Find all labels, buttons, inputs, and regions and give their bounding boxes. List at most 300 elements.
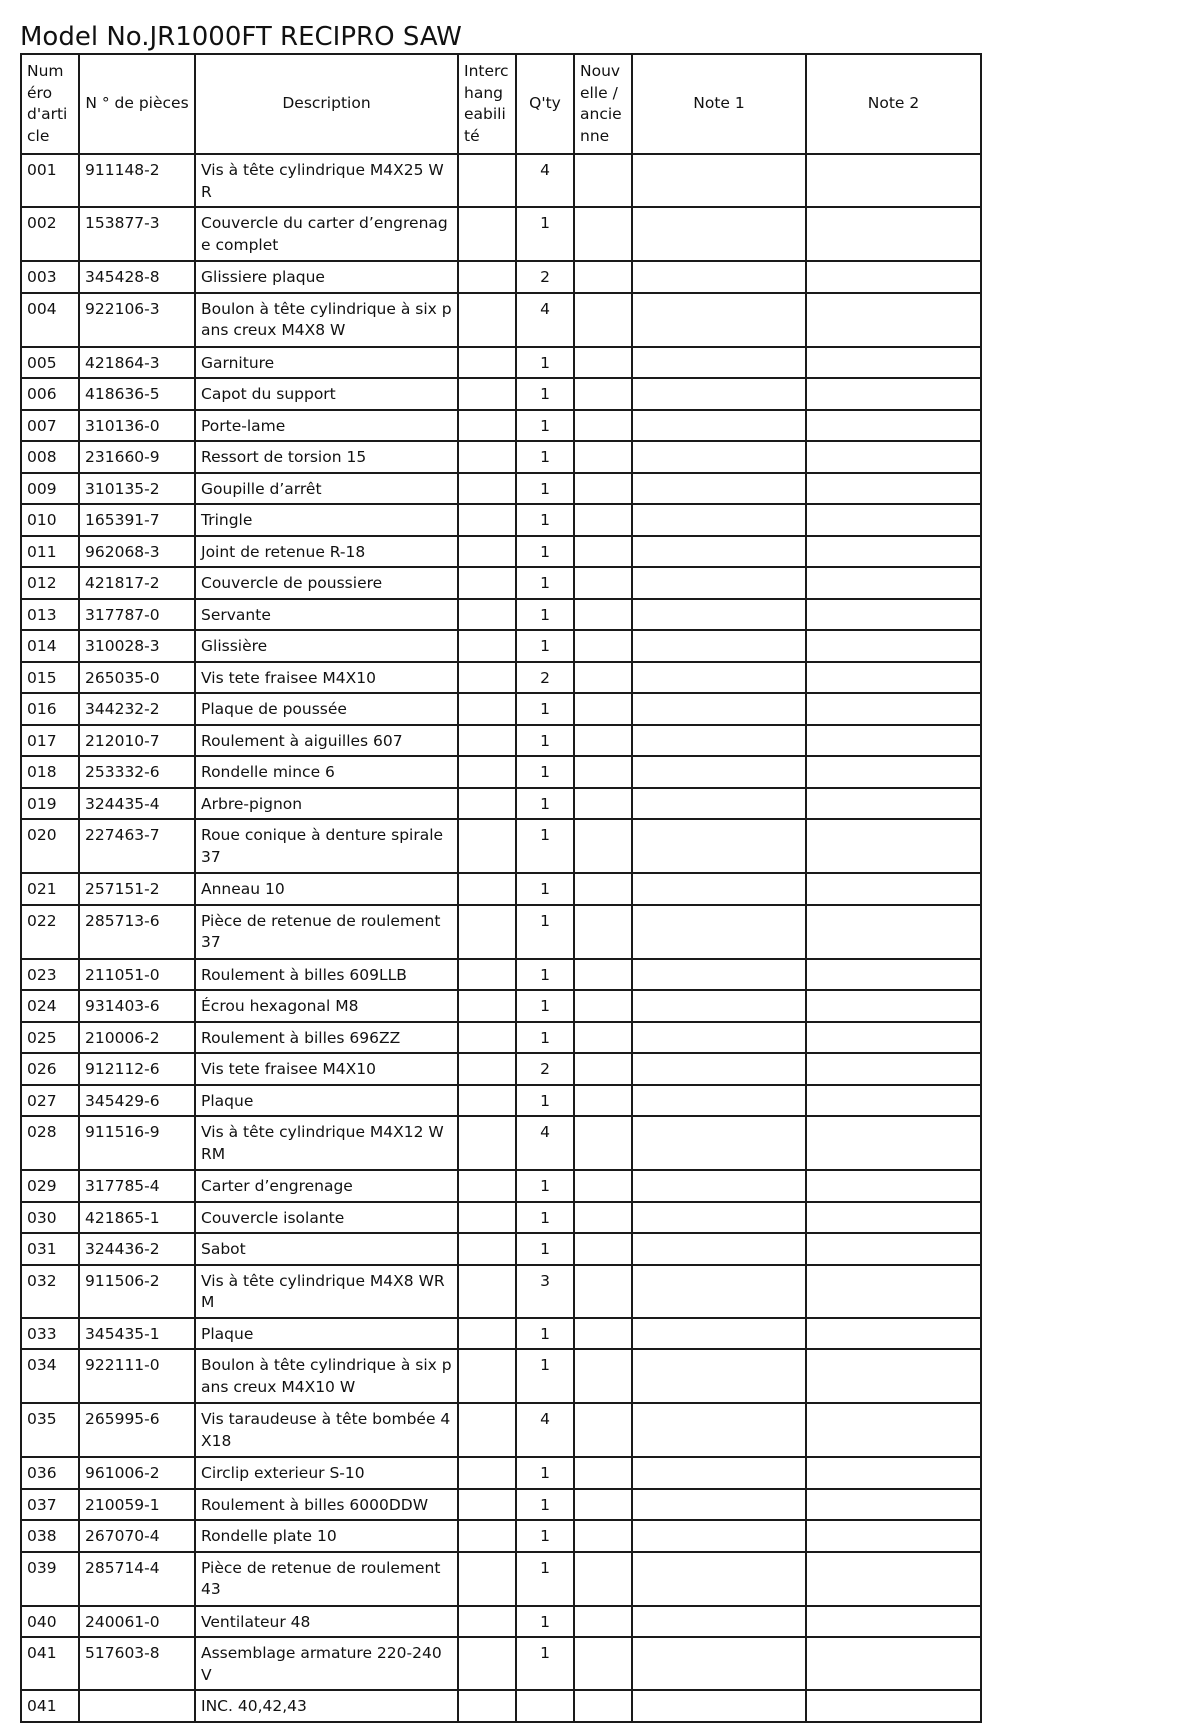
note-2-cell: [806, 756, 981, 788]
note-2-cell: [806, 788, 981, 820]
description-cell: Joint de retenue R-18: [195, 536, 458, 568]
note-2-cell: [806, 1022, 981, 1054]
interchangeability-cell: [458, 599, 516, 631]
new-old-cell: [574, 788, 632, 820]
part-number-cell: 421864-3: [79, 347, 195, 379]
item-number-cell: 022: [21, 905, 79, 959]
quantity-cell: 4: [516, 293, 574, 347]
new-old-cell: [574, 536, 632, 568]
note-2-cell: [806, 873, 981, 905]
note-1-cell: [632, 756, 806, 788]
item-number-cell: 011: [21, 536, 79, 568]
part-number-cell: 285714-4: [79, 1552, 195, 1606]
interchangeability-cell: [458, 347, 516, 379]
description-cell: Vis taraudeuse à tête bombée 4X18: [195, 1403, 458, 1457]
table-row: [21, 154, 981, 207]
item-number-cell: 033: [21, 1318, 79, 1350]
interchangeability-cell: [458, 1606, 516, 1638]
note-1-cell: [632, 154, 806, 207]
item-number-cell: 014: [21, 630, 79, 662]
description-cell: Roulement à billes 609LLB: [195, 959, 458, 991]
header-item-no: Numéro d'article: [21, 54, 79, 154]
quantity-cell: 1: [516, 347, 574, 379]
quantity-cell: 1: [516, 990, 574, 1022]
note-1-cell: [632, 567, 806, 599]
quantity-cell: 1: [516, 1637, 574, 1690]
table-row: [21, 662, 981, 694]
part-number-cell: 345429-6: [79, 1085, 195, 1117]
interchangeability-cell: [458, 1233, 516, 1265]
item-number-cell: 019: [21, 788, 79, 820]
interchangeability-cell: [458, 378, 516, 410]
note-2-cell: [806, 536, 981, 568]
interchangeability-cell: [458, 441, 516, 473]
table-row: [21, 693, 981, 725]
quantity-cell: 4: [516, 154, 574, 207]
table-row: [21, 819, 981, 873]
item-number-cell: 035: [21, 1403, 79, 1457]
note-1-cell: [632, 1606, 806, 1638]
note-1-cell: [632, 441, 806, 473]
interchangeability-cell: [458, 1116, 516, 1170]
table-row: [21, 410, 981, 442]
new-old-cell: [574, 905, 632, 959]
quantity-cell: 1: [516, 1318, 574, 1350]
new-old-cell: [574, 410, 632, 442]
note-1-cell: [632, 1116, 806, 1170]
new-old-cell: [574, 630, 632, 662]
description-cell: Couvercle isolante: [195, 1202, 458, 1234]
description-cell: Plaque: [195, 1085, 458, 1117]
part-number-cell: 911148-2: [79, 154, 195, 207]
new-old-cell: [574, 1690, 632, 1722]
interchangeability-cell: [458, 293, 516, 347]
description-cell: Arbre-pignon: [195, 788, 458, 820]
quantity-cell: 2: [516, 662, 574, 694]
note-2-cell: [806, 410, 981, 442]
part-number-cell: 317787-0: [79, 599, 195, 631]
description-cell: Rondelle mince 6: [195, 756, 458, 788]
table-row: [21, 293, 981, 347]
quantity-cell: 1: [516, 1552, 574, 1606]
item-number-cell: 008: [21, 441, 79, 473]
interchangeability-cell: [458, 504, 516, 536]
header-description: Description: [195, 54, 458, 154]
note-2-cell: [806, 693, 981, 725]
note-2-cell: [806, 1520, 981, 1552]
quantity-cell: 1: [516, 819, 574, 873]
table-row: [21, 1233, 981, 1265]
item-number-cell: 020: [21, 819, 79, 873]
table-row: [21, 207, 981, 261]
table-row: [21, 1489, 981, 1521]
note-1-cell: [632, 599, 806, 631]
part-number-cell: 165391-7: [79, 504, 195, 536]
item-number-cell: 041: [21, 1690, 79, 1722]
new-old-cell: [574, 1457, 632, 1489]
description-cell: Plaque de poussée: [195, 693, 458, 725]
new-old-cell: [574, 1606, 632, 1638]
item-number-cell: 027: [21, 1085, 79, 1117]
quantity-cell: 2: [516, 1053, 574, 1085]
new-old-cell: [574, 1552, 632, 1606]
table-row: [21, 261, 981, 293]
interchangeability-cell: [458, 1265, 516, 1318]
part-number-cell: 317785-4: [79, 1170, 195, 1202]
header-note-2: Note 2: [806, 54, 981, 154]
item-number-cell: 038: [21, 1520, 79, 1552]
note-2-cell: [806, 905, 981, 959]
description-cell: Anneau 10: [195, 873, 458, 905]
interchangeability-cell: [458, 410, 516, 442]
interchangeability-cell: [458, 1690, 516, 1722]
table-row: [21, 567, 981, 599]
note-1-cell: [632, 410, 806, 442]
new-old-cell: [574, 756, 632, 788]
table-row: [21, 630, 981, 662]
item-number-cell: 041: [21, 1637, 79, 1690]
header-qty: Q'ty: [516, 54, 574, 154]
note-1-cell: [632, 630, 806, 662]
part-number-cell: 345428-8: [79, 261, 195, 293]
quantity-cell: 1: [516, 504, 574, 536]
part-number-cell: 240061-0: [79, 1606, 195, 1638]
note-1-cell: [632, 1022, 806, 1054]
note-1-cell: [632, 1202, 806, 1234]
note-2-cell: [806, 662, 981, 694]
description-cell: Pièce de retenue de roulement 43: [195, 1552, 458, 1606]
description-cell: Vis à tête cylindrique M4X8 WRM: [195, 1265, 458, 1318]
table-row: [21, 1637, 981, 1690]
note-2-cell: [806, 1403, 981, 1457]
table-row: [21, 1520, 981, 1552]
description-cell: Roulement à billes 6000DDW: [195, 1489, 458, 1521]
parts-table: [20, 53, 982, 1723]
description-cell: Plaque: [195, 1318, 458, 1350]
part-number-cell: 911516-9: [79, 1116, 195, 1170]
table-row: [21, 1606, 981, 1638]
table-row: [21, 1403, 981, 1457]
item-number-cell: 013: [21, 599, 79, 631]
header-note-1: Note 1: [632, 54, 806, 154]
item-number-cell: 039: [21, 1552, 79, 1606]
note-2-cell: [806, 441, 981, 473]
new-old-cell: [574, 441, 632, 473]
note-2-cell: [806, 1606, 981, 1638]
new-old-cell: [574, 1116, 632, 1170]
interchangeability-cell: [458, 662, 516, 694]
description-cell: Garniture: [195, 347, 458, 379]
quantity-cell: 1: [516, 873, 574, 905]
note-1-cell: [632, 819, 806, 873]
quantity-cell: 1: [516, 441, 574, 473]
note-2-cell: [806, 378, 981, 410]
part-number-cell: 231660-9: [79, 441, 195, 473]
table-row: [21, 1318, 981, 1350]
quantity-cell: 1: [516, 1022, 574, 1054]
item-number-cell: 040: [21, 1606, 79, 1638]
quantity-cell: 1: [516, 1085, 574, 1117]
part-number-cell: 257151-2: [79, 873, 195, 905]
quantity-cell: 1: [516, 1349, 574, 1403]
note-2-cell: [806, 630, 981, 662]
table-row: [21, 1265, 981, 1318]
part-number-cell: 418636-5: [79, 378, 195, 410]
table-row: [21, 1202, 981, 1234]
quantity-cell: 1: [516, 630, 574, 662]
description-cell: Couvercle de poussiere: [195, 567, 458, 599]
table-row: [21, 756, 981, 788]
quantity-cell: 1: [516, 567, 574, 599]
part-number-cell: 253332-6: [79, 756, 195, 788]
interchangeability-cell: [458, 1349, 516, 1403]
note-1-cell: [632, 1637, 806, 1690]
note-1-cell: [632, 1457, 806, 1489]
new-old-cell: [574, 261, 632, 293]
new-old-cell: [574, 1233, 632, 1265]
description-cell: Boulon à tête cylindrique à six pans creux M4X8 W: [195, 293, 458, 347]
description-cell: Rondelle plate 10: [195, 1520, 458, 1552]
new-old-cell: [574, 1520, 632, 1552]
interchangeability-cell: [458, 1202, 516, 1234]
table-row: [21, 990, 981, 1022]
quantity-cell: 1: [516, 473, 574, 505]
note-2-cell: [806, 1233, 981, 1265]
part-number-cell: 922111-0: [79, 1349, 195, 1403]
new-old-cell: [574, 1318, 632, 1350]
note-1-cell: [632, 347, 806, 379]
new-old-cell: [574, 662, 632, 694]
item-number-cell: 010: [21, 504, 79, 536]
quantity-cell: 1: [516, 788, 574, 820]
quantity-cell: 1: [516, 1202, 574, 1234]
note-2-cell: [806, 347, 981, 379]
item-number-cell: 029: [21, 1170, 79, 1202]
quantity-cell: 1: [516, 1520, 574, 1552]
description-cell: Vis à tête cylindrique M4X12 WRM: [195, 1116, 458, 1170]
new-old-cell: [574, 693, 632, 725]
note-2-cell: [806, 1053, 981, 1085]
new-old-cell: [574, 567, 632, 599]
table-row: [21, 473, 981, 505]
description-cell: Pièce de retenue de roulement 37: [195, 905, 458, 959]
note-2-cell: [806, 567, 981, 599]
quantity-cell: 4: [516, 1116, 574, 1170]
note-1-cell: [632, 1403, 806, 1457]
note-1-cell: [632, 1349, 806, 1403]
note-2-cell: [806, 1637, 981, 1690]
note-2-cell: [806, 1202, 981, 1234]
part-number-cell: 267070-4: [79, 1520, 195, 1552]
quantity-cell: 1: [516, 756, 574, 788]
interchangeability-cell: [458, 207, 516, 261]
interchangeability-cell: [458, 261, 516, 293]
table-row: [21, 788, 981, 820]
table-row: [21, 1053, 981, 1085]
item-number-cell: 023: [21, 959, 79, 991]
interchangeability-cell: [458, 819, 516, 873]
new-old-cell: [574, 1085, 632, 1117]
new-old-cell: [574, 1202, 632, 1234]
interchangeability-cell: [458, 693, 516, 725]
interchangeability-cell: [458, 1318, 516, 1350]
interchangeability-cell: [458, 905, 516, 959]
document-title: Model No.JR1000FT RECIPRO SAW: [20, 22, 462, 52]
interchangeability-cell: [458, 1489, 516, 1521]
description-cell: Glissiere plaque: [195, 261, 458, 293]
note-2-cell: [806, 1489, 981, 1521]
note-1-cell: [632, 504, 806, 536]
item-number-cell: 007: [21, 410, 79, 442]
new-old-cell: [574, 207, 632, 261]
new-old-cell: [574, 873, 632, 905]
interchangeability-cell: [458, 990, 516, 1022]
note-2-cell: [806, 1318, 981, 1350]
new-old-cell: [574, 378, 632, 410]
description-cell: Goupille d’arrêt: [195, 473, 458, 505]
part-number-cell: 310028-3: [79, 630, 195, 662]
quantity-cell: 1: [516, 905, 574, 959]
note-2-cell: [806, 599, 981, 631]
description-cell: Assemblage armature 220-240V: [195, 1637, 458, 1690]
item-number-cell: 003: [21, 261, 79, 293]
interchangeability-cell: [458, 1022, 516, 1054]
new-old-cell: [574, 1022, 632, 1054]
item-number-cell: 004: [21, 293, 79, 347]
interchangeability-cell: [458, 873, 516, 905]
part-number-cell: 922106-3: [79, 293, 195, 347]
table-row: [21, 504, 981, 536]
note-1-cell: [632, 905, 806, 959]
quantity-cell: 1: [516, 378, 574, 410]
part-number-cell: 344232-2: [79, 693, 195, 725]
note-1-cell: [632, 1552, 806, 1606]
new-old-cell: [574, 819, 632, 873]
item-number-cell: 026: [21, 1053, 79, 1085]
quantity-cell: 1: [516, 959, 574, 991]
item-number-cell: 030: [21, 1202, 79, 1234]
note-1-cell: [632, 990, 806, 1022]
part-number-cell: 517603-8: [79, 1637, 195, 1690]
item-number-cell: 034: [21, 1349, 79, 1403]
note-1-cell: [632, 1170, 806, 1202]
part-number-cell: 345435-1: [79, 1318, 195, 1350]
quantity-cell: 1: [516, 1489, 574, 1521]
description-cell: Sabot: [195, 1233, 458, 1265]
quantity-cell: 1: [516, 725, 574, 757]
header-interchangeability: Interchangeabilité: [458, 54, 516, 154]
part-number-cell: 285713-6: [79, 905, 195, 959]
quantity-cell: [516, 1690, 574, 1722]
table-row: [21, 1022, 981, 1054]
new-old-cell: [574, 1265, 632, 1318]
note-1-cell: [632, 1053, 806, 1085]
note-2-cell: [806, 819, 981, 873]
new-old-cell: [574, 1053, 632, 1085]
part-number-cell: 421817-2: [79, 567, 195, 599]
interchangeability-cell: [458, 154, 516, 207]
table-row: [21, 1085, 981, 1117]
part-number-cell: 310136-0: [79, 410, 195, 442]
header-new-old: Nouvelle / ancienne: [574, 54, 632, 154]
part-number-cell: 421865-1: [79, 1202, 195, 1234]
table-row: [21, 1170, 981, 1202]
new-old-cell: [574, 1403, 632, 1457]
new-old-cell: [574, 293, 632, 347]
note-1-cell: [632, 662, 806, 694]
interchangeability-cell: [458, 1520, 516, 1552]
description-cell: Porte-lame: [195, 410, 458, 442]
new-old-cell: [574, 959, 632, 991]
new-old-cell: [574, 599, 632, 631]
table-row: [21, 378, 981, 410]
description-cell: Vis tete fraisee M4X10: [195, 1053, 458, 1085]
part-number-cell: 211051-0: [79, 959, 195, 991]
item-number-cell: 028: [21, 1116, 79, 1170]
note-2-cell: [806, 473, 981, 505]
part-number-cell: [79, 1690, 195, 1722]
description-cell: Tringle: [195, 504, 458, 536]
part-number-cell: 310135-2: [79, 473, 195, 505]
part-number-cell: 911506-2: [79, 1265, 195, 1318]
item-number-cell: 032: [21, 1265, 79, 1318]
part-number-cell: 265995-6: [79, 1403, 195, 1457]
description-cell: Capot du support: [195, 378, 458, 410]
new-old-cell: [574, 154, 632, 207]
item-number-cell: 031: [21, 1233, 79, 1265]
note-1-cell: [632, 536, 806, 568]
table-row: [21, 873, 981, 905]
interchangeability-cell: [458, 788, 516, 820]
description-cell: Écrou hexagonal M8: [195, 990, 458, 1022]
part-number-cell: 931403-6: [79, 990, 195, 1022]
quantity-cell: 1: [516, 693, 574, 725]
note-1-cell: [632, 788, 806, 820]
description-cell: Ressort de torsion 15: [195, 441, 458, 473]
description-cell: Couvercle du carter d’engrenage complet: [195, 207, 458, 261]
description-cell: Carter d’engrenage: [195, 1170, 458, 1202]
description-cell: Roulement à aiguilles 607: [195, 725, 458, 757]
quantity-cell: 1: [516, 1233, 574, 1265]
description-cell: Boulon à tête cylindrique à six pans creux M4X10 W: [195, 1349, 458, 1403]
new-old-cell: [574, 1637, 632, 1690]
note-1-cell: [632, 207, 806, 261]
part-number-cell: 210059-1: [79, 1489, 195, 1521]
interchangeability-cell: [458, 959, 516, 991]
new-old-cell: [574, 504, 632, 536]
interchangeability-cell: [458, 725, 516, 757]
description-cell: Vis tete fraisee M4X10: [195, 662, 458, 694]
interchangeability-cell: [458, 1552, 516, 1606]
note-2-cell: [806, 1457, 981, 1489]
quantity-cell: 1: [516, 410, 574, 442]
description-cell: Vis à tête cylindrique M4X25 WR: [195, 154, 458, 207]
note-2-cell: [806, 990, 981, 1022]
header-row: [21, 54, 981, 154]
table-header: [21, 54, 981, 154]
item-number-cell: 005: [21, 347, 79, 379]
part-number-cell: 962068-3: [79, 536, 195, 568]
interchangeability-cell: [458, 756, 516, 788]
part-number-cell: 324436-2: [79, 1233, 195, 1265]
item-number-cell: 025: [21, 1022, 79, 1054]
note-2-cell: [806, 725, 981, 757]
part-number-cell: 210006-2: [79, 1022, 195, 1054]
note-1-cell: [632, 1690, 806, 1722]
part-number-cell: 227463-7: [79, 819, 195, 873]
description-cell: INC. 40,42,43: [195, 1690, 458, 1722]
note-1-cell: [632, 959, 806, 991]
